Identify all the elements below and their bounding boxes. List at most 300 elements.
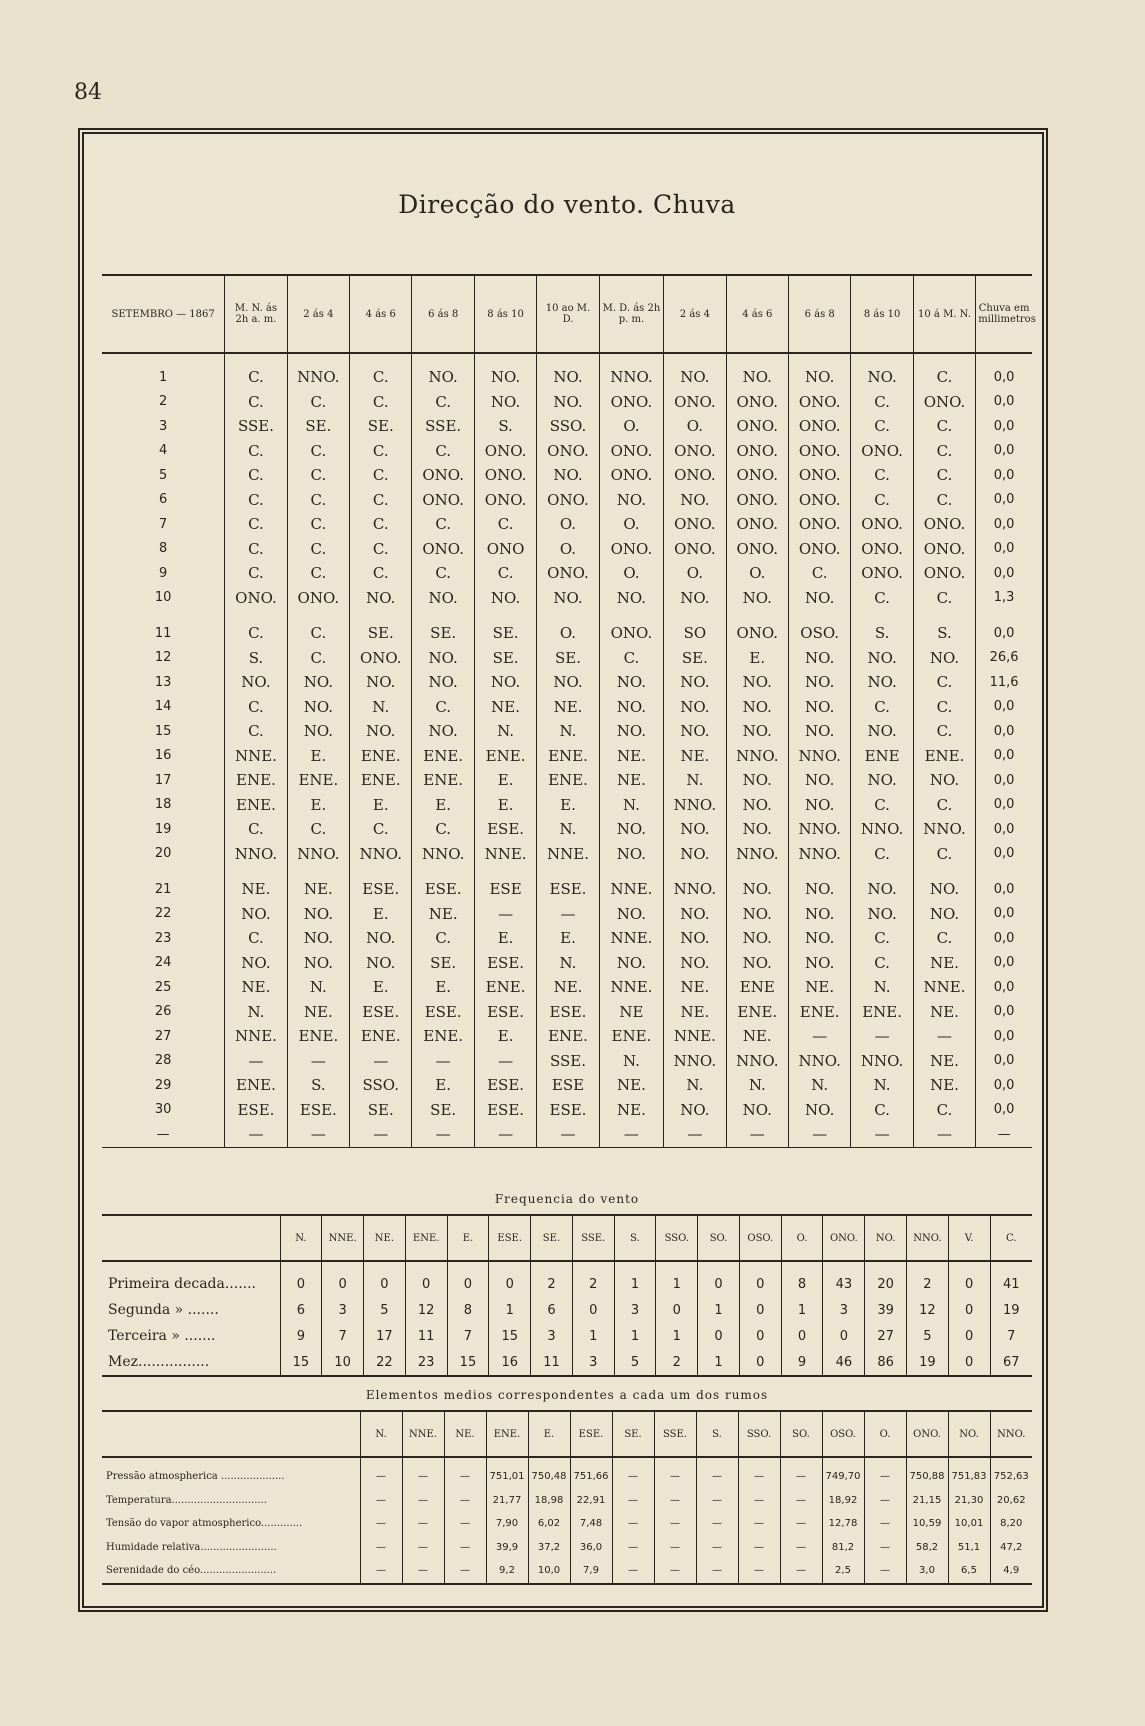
- table-cell: —: [444, 1489, 486, 1513]
- table-cell: —: [654, 1512, 696, 1536]
- table-cell: —: [738, 1559, 780, 1584]
- table-cell: NO.: [350, 926, 412, 951]
- table-cell: NO.: [851, 768, 913, 793]
- table-cell: 3: [322, 1297, 364, 1323]
- table-cell: S.: [225, 646, 287, 671]
- table-cell: NE.: [537, 975, 599, 1000]
- column-header: 10 ao M. D.: [537, 275, 599, 353]
- table-cell: —: [225, 1122, 287, 1147]
- table-cell: N.: [537, 951, 599, 976]
- table-cell: ONO.: [287, 586, 349, 611]
- row-label: Primeira decada.......: [108, 1276, 257, 1292]
- table-cell: 4,9: [990, 1559, 1032, 1584]
- table-cell: ONO.: [537, 488, 599, 513]
- table-cell: ONO.: [851, 561, 913, 586]
- table-cell: NO.: [599, 951, 663, 976]
- table-cell: 0,0: [976, 439, 1032, 464]
- table-cell: 0: [948, 1349, 990, 1376]
- table-cell: —: [474, 902, 536, 927]
- column-header: SSE.: [654, 1411, 696, 1457]
- table-cell: 0: [280, 1261, 322, 1297]
- table-cell: S.: [287, 1073, 349, 1098]
- table-cell: ESE.: [474, 951, 536, 976]
- table-cell: NNE.: [599, 975, 663, 1000]
- table-cell: SE.: [474, 610, 536, 646]
- table-cell: ONO.: [474, 439, 536, 464]
- table-cell: ONO.: [537, 439, 599, 464]
- day-cell: 10: [154, 590, 172, 606]
- table-row: [102, 1261, 1032, 1297]
- table-row: [102, 902, 1032, 927]
- column-header: ESE.: [489, 1215, 531, 1261]
- table-cell: —: [360, 1489, 402, 1513]
- table-cell: 11,6: [976, 670, 1032, 695]
- table-cell: —: [402, 1512, 444, 1536]
- table-cell: NNO.: [788, 1049, 850, 1074]
- row-label: Segunda » .......: [108, 1302, 219, 1318]
- table-row: [102, 719, 1032, 744]
- table-cell: 1: [698, 1297, 740, 1323]
- table-cell: —: [913, 1122, 975, 1147]
- table-cell: 749,70: [822, 1457, 864, 1489]
- table-cell: ENE.: [726, 1000, 788, 1025]
- table-cell: 3,0: [906, 1559, 948, 1584]
- table-cell: SE.: [350, 414, 412, 439]
- table-cell: 46: [823, 1349, 865, 1376]
- table-cell: E.: [287, 744, 349, 769]
- table-cell: 0: [447, 1261, 489, 1297]
- table-cell: NO.: [788, 951, 850, 976]
- table-cell: NO.: [851, 866, 913, 902]
- table-cell: 0,0: [976, 390, 1032, 415]
- table-cell: ESE.: [474, 1000, 536, 1025]
- table-cell: ONO.: [412, 537, 474, 562]
- table-cell: ONO.: [537, 561, 599, 586]
- table-cell: NNE.: [599, 866, 663, 902]
- table-cell: ESE.: [412, 866, 474, 902]
- day-cell: 14: [154, 699, 172, 715]
- day-cell: 27: [154, 1028, 172, 1044]
- table-cell: C.: [287, 537, 349, 562]
- table-cell: 0,0: [976, 793, 1032, 818]
- table-cell: C.: [287, 512, 349, 537]
- table-cell: ENE.: [474, 744, 536, 769]
- table-cell: ONO.: [599, 610, 663, 646]
- table-cell: 0: [781, 1323, 823, 1349]
- day-cell: 13: [154, 674, 172, 690]
- table-cell: 0,0: [976, 768, 1032, 793]
- table-cell: NO.: [350, 951, 412, 976]
- table-cell: 0: [364, 1261, 406, 1297]
- table-row: [102, 768, 1032, 793]
- table-cell: NO.: [225, 670, 287, 695]
- table-cell: —: [788, 1122, 850, 1147]
- column-header: M. D. ás 2h p. m.: [599, 275, 663, 353]
- table-cell: SE.: [664, 646, 726, 671]
- table-cell: E.: [474, 768, 536, 793]
- table-cell: NE.: [537, 695, 599, 720]
- table-cell: NO.: [726, 817, 788, 842]
- table-cell: C.: [350, 537, 412, 562]
- table-cell: —: [350, 1049, 412, 1074]
- table-cell: 17: [364, 1323, 406, 1349]
- table-cell: NNE.: [664, 1024, 726, 1049]
- table-cell: —: [654, 1457, 696, 1489]
- table-cell: ESE.: [537, 1098, 599, 1123]
- table-cell: 0: [572, 1297, 614, 1323]
- table-cell: NO.: [851, 902, 913, 927]
- day-cell: 30: [154, 1102, 172, 1118]
- table-cell: NO.: [599, 719, 663, 744]
- table-cell: ESE.: [225, 1098, 287, 1123]
- table-cell: ENE.: [474, 975, 536, 1000]
- table-cell: C.: [287, 463, 349, 488]
- column-header: 2 ás 4: [664, 275, 726, 353]
- table-cell: —: [738, 1457, 780, 1489]
- column-header: S.: [614, 1215, 656, 1261]
- table-cell: 2,5: [822, 1559, 864, 1584]
- table-cell: 39: [865, 1297, 907, 1323]
- column-header: NE.: [364, 1215, 406, 1261]
- table-row: [102, 951, 1032, 976]
- table-cell: 0,0: [976, 719, 1032, 744]
- table-cell: —: [738, 1489, 780, 1513]
- table-row: [102, 646, 1032, 671]
- table-cell: E.: [412, 975, 474, 1000]
- table-cell: ONO.: [664, 439, 726, 464]
- page-number: 84: [74, 80, 102, 105]
- table-cell: 36,0: [570, 1536, 612, 1560]
- table-cell: ONO.: [788, 439, 850, 464]
- table-cell: 0: [739, 1297, 781, 1323]
- table-cell: 0: [739, 1349, 781, 1376]
- table-cell: —: [360, 1512, 402, 1536]
- table-cell: SE.: [412, 951, 474, 976]
- table-cell: ENE.: [412, 744, 474, 769]
- table-cell: 9,2: [486, 1559, 528, 1584]
- table-cell: 26,6: [976, 646, 1032, 671]
- table-cell: C.: [225, 537, 287, 562]
- table-cell: 7: [322, 1323, 364, 1349]
- table-cell: NO.: [412, 353, 474, 390]
- table-cell: 6: [280, 1297, 322, 1323]
- table-cell: NO.: [913, 902, 975, 927]
- table-cell: 5: [364, 1297, 406, 1323]
- table-cell: —: [612, 1536, 654, 1560]
- table-cell: O.: [599, 414, 663, 439]
- table-cell: C.: [225, 390, 287, 415]
- table-cell: NO.: [726, 1098, 788, 1123]
- table-cell: 39,9: [486, 1536, 528, 1560]
- table-cell: C.: [412, 695, 474, 720]
- table-cell: ONO.: [599, 390, 663, 415]
- table-cell: —: [402, 1559, 444, 1584]
- table-row: [102, 390, 1032, 415]
- table-cell: ENE.: [599, 1024, 663, 1049]
- column-header: 6 ás 8: [788, 275, 850, 353]
- table-cell: 0,0: [976, 695, 1032, 720]
- table-cell: N.: [851, 1073, 913, 1098]
- table-cell: 51,1: [948, 1536, 990, 1560]
- day-cell: 2: [158, 394, 168, 410]
- table-cell: 41: [990, 1261, 1032, 1297]
- table-cell: NO.: [664, 695, 726, 720]
- table-cell: ENE: [726, 975, 788, 1000]
- table-cell: 10,59: [906, 1512, 948, 1536]
- table-cell: ONO.: [664, 512, 726, 537]
- table-cell: NO.: [788, 793, 850, 818]
- table-cell: 1: [656, 1323, 698, 1349]
- row-label: Terceira » .......: [108, 1328, 216, 1344]
- table-cell: 18,98: [528, 1489, 570, 1513]
- table-cell: ESE.: [474, 1098, 536, 1123]
- table-cell: 15: [280, 1349, 322, 1376]
- table-cell: O.: [664, 414, 726, 439]
- table-cell: NNO.: [726, 1049, 788, 1074]
- day-cell: 16: [154, 748, 172, 764]
- table-cell: ONO.: [851, 537, 913, 562]
- table-cell: NO.: [726, 695, 788, 720]
- table-cell: NNE.: [537, 842, 599, 867]
- table-cell: ESE: [537, 1073, 599, 1098]
- table-cell: ONO.: [726, 439, 788, 464]
- column-header: ONO.: [906, 1411, 948, 1457]
- column-header: N.: [360, 1411, 402, 1457]
- day-cell: 28: [154, 1053, 172, 1069]
- day-cell: 24: [154, 955, 172, 971]
- day-cell: 22: [154, 906, 172, 922]
- row-label: Temperatura..............................: [106, 1494, 267, 1506]
- table-cell: 3: [531, 1323, 573, 1349]
- table-cell: NO.: [412, 719, 474, 744]
- table-cell: ESE.: [350, 866, 412, 902]
- table-cell: ENE.: [287, 1024, 349, 1049]
- table-cell: 7,90: [486, 1512, 528, 1536]
- table-cell: 5: [614, 1349, 656, 1376]
- table-cell: 8: [781, 1261, 823, 1297]
- table-cell: NE.: [664, 975, 726, 1000]
- table-cell: SE.: [350, 610, 412, 646]
- table-cell: NNO.: [664, 1049, 726, 1074]
- table-cell: ESE.: [412, 1000, 474, 1025]
- table-row: [102, 1323, 1032, 1349]
- table-cell: NO.: [726, 586, 788, 611]
- table-cell: 9: [280, 1323, 322, 1349]
- column-header: SSE.: [572, 1215, 614, 1261]
- table-cell: ONO.: [788, 463, 850, 488]
- table-cell: —: [738, 1536, 780, 1560]
- table-cell: 751,83: [948, 1457, 990, 1489]
- table-cell: 750,48: [528, 1457, 570, 1489]
- table-cell: O.: [599, 561, 663, 586]
- table-cell: C.: [913, 719, 975, 744]
- row-label: Serenidade do céo........................: [102, 1559, 360, 1584]
- table-cell: ENE.: [913, 744, 975, 769]
- table-cell: C.: [225, 719, 287, 744]
- table-cell: NO.: [788, 586, 850, 611]
- column-header: SSO.: [656, 1215, 698, 1261]
- table-cell: 12,78: [822, 1512, 864, 1536]
- table-cell: N.: [225, 1000, 287, 1025]
- table-cell: C.: [287, 390, 349, 415]
- day-cell: 3: [158, 418, 168, 434]
- table-cell: —: [696, 1489, 738, 1513]
- wind-frequency-table: [102, 1214, 1032, 1377]
- table-cell: N.: [851, 975, 913, 1000]
- table-cell: ESE.: [350, 1000, 412, 1025]
- table-cell: 1: [614, 1261, 656, 1297]
- table-cell: SE.: [412, 1098, 474, 1123]
- column-header: N.: [280, 1215, 322, 1261]
- table-cell: NO.: [726, 793, 788, 818]
- table-cell: 8: [447, 1297, 489, 1323]
- frame-content: [102, 134, 1036, 1606]
- table-cell: C.: [851, 951, 913, 976]
- table-cell: NE.: [913, 1000, 975, 1025]
- table-cell: ONO.: [599, 463, 663, 488]
- table-cell: NO.: [287, 670, 349, 695]
- table-cell: 2: [656, 1349, 698, 1376]
- table-cell: NNE.: [225, 1024, 287, 1049]
- table-cell: NNO.: [913, 817, 975, 842]
- table-cell: NNO.: [664, 866, 726, 902]
- table-cell: C.: [851, 463, 913, 488]
- table-cell: C.: [225, 488, 287, 513]
- table-cell: 11: [405, 1323, 447, 1349]
- table-cell: C.: [913, 926, 975, 951]
- table-cell: NO.: [788, 926, 850, 951]
- table-cell: C.: [350, 390, 412, 415]
- table-cell: 751,66: [570, 1457, 612, 1489]
- column-header: ESE.: [570, 1411, 612, 1457]
- table-cell: C.: [287, 488, 349, 513]
- table-row: [102, 670, 1032, 695]
- table-cell: NO.: [664, 1098, 726, 1123]
- table-cell: C.: [412, 817, 474, 842]
- table-cell: C.: [788, 561, 850, 586]
- table-cell: —: [851, 1024, 913, 1049]
- table-cell: 0,0: [976, 512, 1032, 537]
- table-cell: NO.: [664, 842, 726, 867]
- table-cell: ONO.: [225, 586, 287, 611]
- table-cell: ESE.: [287, 1098, 349, 1123]
- table-cell: 1: [614, 1323, 656, 1349]
- table-cell: C.: [287, 817, 349, 842]
- table-row: [102, 537, 1032, 562]
- table-cell: ESE.: [537, 866, 599, 902]
- table-cell: NO.: [664, 902, 726, 927]
- table-cell: NE.: [599, 768, 663, 793]
- table-cell: ONO.: [599, 439, 663, 464]
- table-cell: NNO.: [664, 793, 726, 818]
- table-cell: —: [612, 1457, 654, 1489]
- table-cell: NO.: [726, 719, 788, 744]
- table-cell: ONO.: [664, 463, 726, 488]
- table-cell: NO.: [287, 926, 349, 951]
- table-cell: 1: [656, 1261, 698, 1297]
- table-cell: NNO.: [350, 842, 412, 867]
- table-cell: NO.: [537, 353, 599, 390]
- table-cell: 21,77: [486, 1489, 528, 1513]
- column-header: 2 ás 4: [287, 275, 349, 353]
- table-cell: —: [851, 1122, 913, 1147]
- table-cell: 7: [990, 1323, 1032, 1349]
- table-cell: C.: [412, 561, 474, 586]
- column-header: 4 ás 6: [726, 275, 788, 353]
- column-header: NE.: [444, 1411, 486, 1457]
- table-cell: S.: [474, 414, 536, 439]
- table-cell: NE.: [599, 1073, 663, 1098]
- table-row: [102, 1073, 1032, 1098]
- table-cell: C.: [913, 353, 975, 390]
- table-cell: NO.: [599, 817, 663, 842]
- table-cell: NNO.: [788, 744, 850, 769]
- table-cell: C.: [851, 695, 913, 720]
- table-cell: ONO.: [474, 488, 536, 513]
- table-cell: C.: [412, 926, 474, 951]
- table-cell: 3: [823, 1297, 865, 1323]
- table-cell: NO.: [412, 670, 474, 695]
- table-cell: —: [780, 1457, 822, 1489]
- table-cell: 12: [906, 1297, 948, 1323]
- table-row: [102, 866, 1032, 902]
- table-cell: NO.: [664, 719, 726, 744]
- table-cell: NO.: [664, 817, 726, 842]
- table-cell: NO.: [726, 951, 788, 976]
- day-cell: 11: [154, 625, 172, 641]
- table-row: [102, 1122, 1032, 1147]
- column-header: NNE.: [402, 1411, 444, 1457]
- table-cell: NO.: [788, 719, 850, 744]
- table-cell: 0,0: [976, 353, 1032, 390]
- table-cell: NO.: [664, 488, 726, 513]
- table-cell: 7,48: [570, 1512, 612, 1536]
- table-row: [102, 488, 1032, 513]
- table-cell: 86: [865, 1349, 907, 1376]
- day-cell: 1: [158, 369, 168, 385]
- table-cell: ONO.: [726, 414, 788, 439]
- table-cell: 0: [948, 1261, 990, 1297]
- table-cell: NO.: [664, 670, 726, 695]
- table-cell: SE.: [537, 646, 599, 671]
- column-header: SETEMBRO — 1867: [102, 275, 225, 353]
- table-cell: 22: [364, 1349, 406, 1376]
- column-header: Chuva em millimetros: [976, 275, 1032, 353]
- table-cell: ESE.: [474, 817, 536, 842]
- day-cell: 4: [158, 443, 168, 459]
- table-cell: NO.: [287, 951, 349, 976]
- column-header: C.: [990, 1215, 1032, 1261]
- table-cell: 0: [739, 1261, 781, 1297]
- table-cell: NNO.: [788, 817, 850, 842]
- table-cell: NO.: [664, 586, 726, 611]
- table-cell: C.: [225, 561, 287, 586]
- table-cell: 7,9: [570, 1559, 612, 1584]
- table-cell: NNO.: [225, 842, 287, 867]
- table-cell: 0,0: [976, 414, 1032, 439]
- table-cell: NO.: [788, 670, 850, 695]
- table-cell: NO.: [726, 866, 788, 902]
- table-cell: NO.: [599, 902, 663, 927]
- column-header: O.: [864, 1411, 906, 1457]
- table-cell: NE.: [287, 1000, 349, 1025]
- table-cell: NO.: [913, 646, 975, 671]
- table-cell: 1: [489, 1297, 531, 1323]
- table-row: [102, 1536, 1032, 1560]
- table-cell: C.: [412, 439, 474, 464]
- table-cell: N.: [287, 975, 349, 1000]
- table-row: [102, 586, 1032, 611]
